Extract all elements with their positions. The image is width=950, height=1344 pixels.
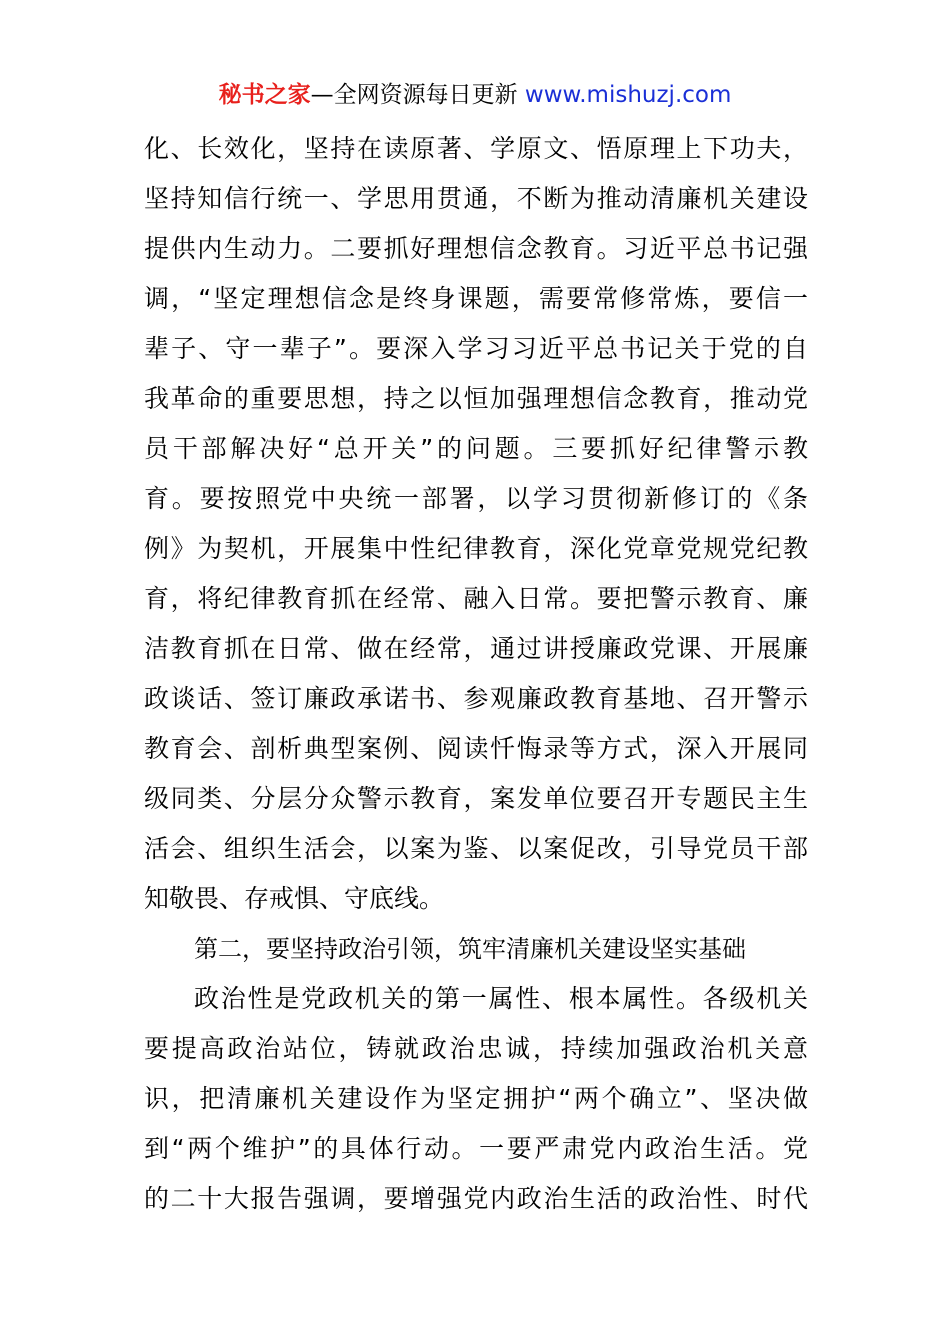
text-line: 级同类、分层分众警示教育，案发单位要召开专题民主生 bbox=[144, 784, 808, 813]
text-line: 员干部解决好“总开关”的问题。三要抓好纪律警示教 bbox=[144, 434, 808, 463]
brand-name[interactable]: 秘书之家 bbox=[218, 82, 311, 108]
text-line: 我革命的重要思想，持之以恒加强理想信念教育，推动党 bbox=[144, 384, 808, 413]
text-line: 例》为契机，开展集中性纪律教育，深化党章党规党纪教 bbox=[144, 534, 808, 563]
text-line: 育。要按照党中央统一部署，以学习贯彻新修订的《条 bbox=[144, 484, 808, 513]
site-header bbox=[0, 78, 950, 112]
text-line: 政谈话、签订廉政承诺书、参观廉政教育基地、召开警示 bbox=[144, 684, 808, 713]
text-line: 到“两个维护”的具体行动。一要严肃党内政治生活。党 bbox=[144, 1134, 808, 1163]
text-line: 知敬畏、存戒惧、守底线。 bbox=[144, 884, 445, 913]
text-line: 辈子、守一辈子”。要深入学习习近平总书记关于党的自 bbox=[144, 334, 808, 363]
site-url-link[interactable]: www.mishuzj.com bbox=[524, 82, 732, 108]
text-line: 调，“坚定理想信念是终身课题，需要常修常炼，要信一 bbox=[144, 284, 808, 313]
section-heading: 第二，要坚持政治引领，筑牢清廉机关建设坚实基础 bbox=[194, 935, 746, 963]
text-line: 育，将纪律教育抓在经常、融入日常。要把警示教育、廉 bbox=[144, 584, 808, 613]
text-line: 的二十大报告强调，要增强党内政治生活的政治性、时代 bbox=[144, 1184, 808, 1213]
header-tagline: —全网资源每日更新 bbox=[310, 82, 525, 108]
paragraph-1 bbox=[144, 124, 808, 924]
text-line: 教育会、剖析典型案例、阅读忏悔录等方式，深入开展同 bbox=[144, 734, 808, 763]
document-body bbox=[144, 124, 808, 1224]
paragraph-2 bbox=[144, 974, 808, 1224]
text-line: 提供内生动力。二要抓好理想信念教育。习近平总书记强 bbox=[144, 234, 808, 263]
text-line: 政治性是党政机关的第一属性、根本属性。各级机关 bbox=[194, 984, 808, 1013]
text-line: 化、长效化，坚持在读原著、学原文、悟原理上下功夫， bbox=[144, 134, 808, 163]
text-line: 要提高政治站位，铸就政治忠诚，持续加强政治机关意 bbox=[144, 1034, 808, 1063]
text-line: 活会、组织生活会，以案为鉴、以案促改，引导党员干部 bbox=[144, 834, 808, 863]
text-line: 识，把清廉机关建设作为坚定拥护“两个确立”、坚决做 bbox=[144, 1084, 808, 1113]
text-line: 洁教育抓在日常、做在经常，通过讲授廉政党课、开展廉 bbox=[144, 634, 808, 663]
text-line: 坚持知信行统一、学思用贯通，不断为推动清廉机关建设 bbox=[144, 184, 808, 213]
